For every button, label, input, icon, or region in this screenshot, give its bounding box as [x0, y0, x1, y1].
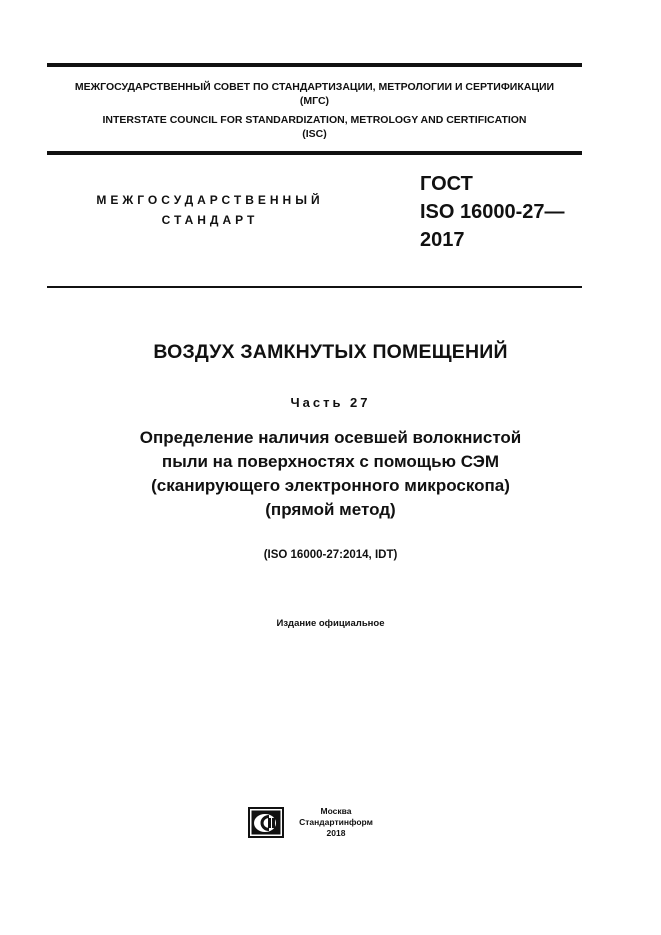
council-ru-abbr: (МГС) [299, 95, 330, 107]
designation-line2: ISO 16000-27— [420, 201, 565, 223]
council-en-abbr: (ISC) [302, 128, 327, 140]
part-number: Часть 27 [290, 395, 371, 410]
subtitle-line1: Определение наличия осевшей волокнистой [139, 428, 522, 447]
standard-type-line2: СТАНДАРТ [161, 213, 259, 227]
council-ru-name: МЕЖГОСУДАРСТВЕННЫЙ СОВЕТ ПО СТАНДАРТИЗАЦИИ, МЕТРОЛОГИИ И СЕРТИФИКАЦИИ [74, 81, 555, 93]
document-subtitle [60, 426, 601, 522]
council-ru [47, 80, 582, 108]
standard-type [60, 190, 360, 230]
designation-divider [47, 286, 582, 288]
publisher-year: 2018 [326, 828, 346, 838]
standard-designation [420, 170, 600, 254]
standartinform-logo-icon [248, 807, 284, 838]
iso-reference: (ISO 16000-27:2014, IDT) [263, 549, 398, 561]
subtitle-line2: пыли на поверхностях с помощью СЭМ [161, 452, 500, 471]
designation-line1: ГОСТ [420, 173, 473, 195]
council-en [47, 113, 582, 141]
document-title: ВОЗДУХ ЗАМКНУТЫХ ПОМЕЩЕНИЙ [153, 341, 508, 363]
subtitle-line4: (прямой метод) [265, 500, 396, 519]
top-divider [47, 63, 582, 67]
subtitle-line3: (сканирующего электронного микроскопа) [151, 476, 510, 495]
standard-type-line1: МЕЖГОСУДАРСТВЕННЫЙ [96, 193, 324, 207]
publisher-name: Стандартинформ [299, 817, 373, 827]
council-en-name: INTERSTATE COUNCIL FOR STANDARDIZATION, METROLOGY AND CERTIFICATION [102, 114, 527, 126]
designation-line3: 2017 [420, 229, 465, 251]
publisher-city: Москва [320, 806, 352, 816]
publisher-imprint [288, 806, 384, 839]
edition-note: Издание официальное [276, 618, 385, 629]
header-divider [47, 151, 582, 155]
